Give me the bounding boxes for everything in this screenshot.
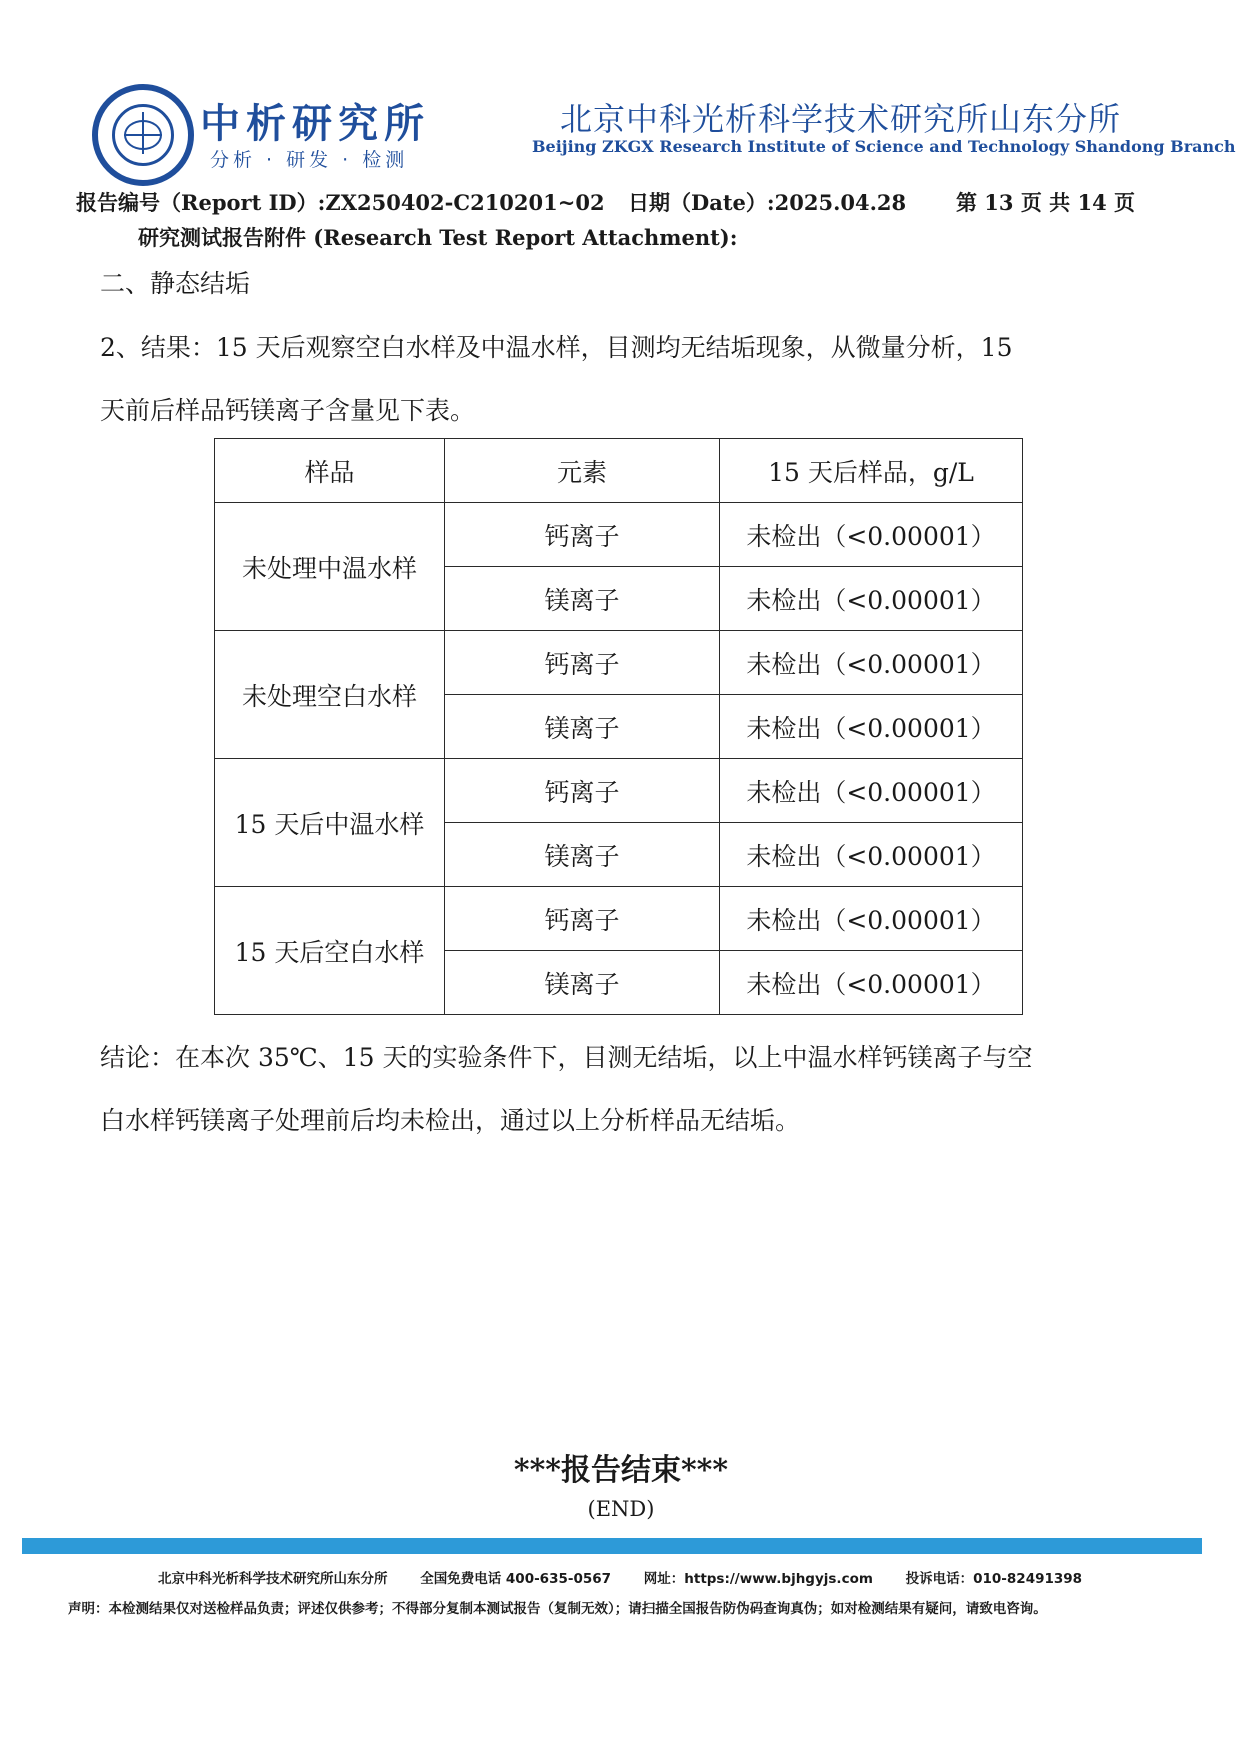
sample-cell: 未处理空白水样: [215, 631, 445, 759]
element-cell: 镁离子: [445, 951, 720, 1015]
attachment-title: 研究测试报告附件 (Research Test Report Attachment):: [138, 225, 738, 250]
element-cell: 镁离子: [445, 695, 720, 759]
logo-slogan: 分析 · 研发 · 检测: [210, 149, 409, 171]
sample-cell: 未处理中温水样: [215, 503, 445, 631]
institute-name-en: Beijing ZKGX Research Institute of Science and Technology Shandong Branch: [532, 137, 1236, 156]
element-cell: 钙离子: [445, 887, 720, 951]
conclusion-line-1: 结论：在本次 35℃、15 天的实验条件下，目测无结垢，以上中温水样钙镁离子与空: [100, 1043, 1033, 1072]
value-cell: 未检出（<0.00001）: [720, 823, 1023, 887]
report-id: 报告编号（Report ID）:ZX250402-C210201~02: [76, 190, 605, 215]
report-date: 日期（Date）:2025.04.28: [628, 190, 907, 215]
value-cell: 未检出（<0.00001）: [720, 631, 1023, 695]
element-cell: 镁离子: [445, 823, 720, 887]
value-cell: 未检出（<0.00001）: [720, 887, 1023, 951]
value-cell: 未检出（<0.00001）: [720, 759, 1023, 823]
footer-website: 网址：https://www.bjhgyjs.com: [643, 1571, 873, 1587]
page-number: 第 13 页 共 14 页: [956, 190, 1136, 215]
conclusion-line-2: 白水样钙镁离子处理前后均未检出，通过以上分析样品无结垢。: [100, 1106, 801, 1135]
table-row: [215, 759, 1023, 823]
header-element: 元素: [445, 439, 720, 503]
footer-complaint: 投诉电话：010-82491398: [905, 1571, 1083, 1587]
footer-hotline: 全国免费电话 400-635-0567: [420, 1571, 612, 1587]
value-cell: 未检出（<0.00001）: [720, 951, 1023, 1015]
logo-name: 中析研究所: [200, 101, 430, 147]
value-cell: 未检出（<0.00001）: [720, 695, 1023, 759]
element-cell: 钙离子: [445, 631, 720, 695]
element-cell: 镁离子: [445, 567, 720, 631]
value-cell: 未检出（<0.00001）: [720, 503, 1023, 567]
table-row: [215, 503, 1023, 567]
report-end-title: ***报告结束***: [513, 1453, 729, 1488]
sample-cell: 15 天后中温水样: [215, 759, 445, 887]
table-row: [215, 887, 1023, 951]
footer-contact: [158, 1567, 1110, 1587]
value-cell: 未检出（<0.00001）: [720, 567, 1023, 631]
sample-cell: 15 天后空白水样: [215, 887, 445, 1015]
element-cell: 钙离子: [445, 503, 720, 567]
section-title: 二、静态结垢: [100, 269, 251, 298]
table-header-row: [215, 439, 1023, 503]
footer-disclaimer: 声明：本检测结果仅对送检样品负责；评述仅供参考；不得部分复制本测试报告（复制无效）；请扫描全国报告防伪码查询真伪；如对检测结果有疑问，请致电咨询。: [68, 1601, 1047, 1617]
header-sample: 样品: [215, 439, 445, 503]
footer-bar: [22, 1538, 1202, 1554]
result-line-1: 2、结果：15 天后观察空白水样及中温水样，目测均无结垢现象，从微量分析，15: [100, 333, 1013, 362]
result-line-2: 天前后样品钙镁离子含量见下表。: [100, 396, 476, 425]
results-table: [214, 438, 1023, 1015]
table-row: [215, 631, 1023, 695]
header-value: 15 天后样品，g/L: [720, 439, 1023, 503]
institute-name-cn: 北京中科光析科学技术研究所山东分所: [560, 100, 1122, 138]
footer-org: 北京中科光析科学技术研究所山东分所: [158, 1571, 388, 1587]
logo-seal: [92, 84, 194, 186]
report-end-sub: (END): [587, 1497, 655, 1521]
element-cell: 钙离子: [445, 759, 720, 823]
